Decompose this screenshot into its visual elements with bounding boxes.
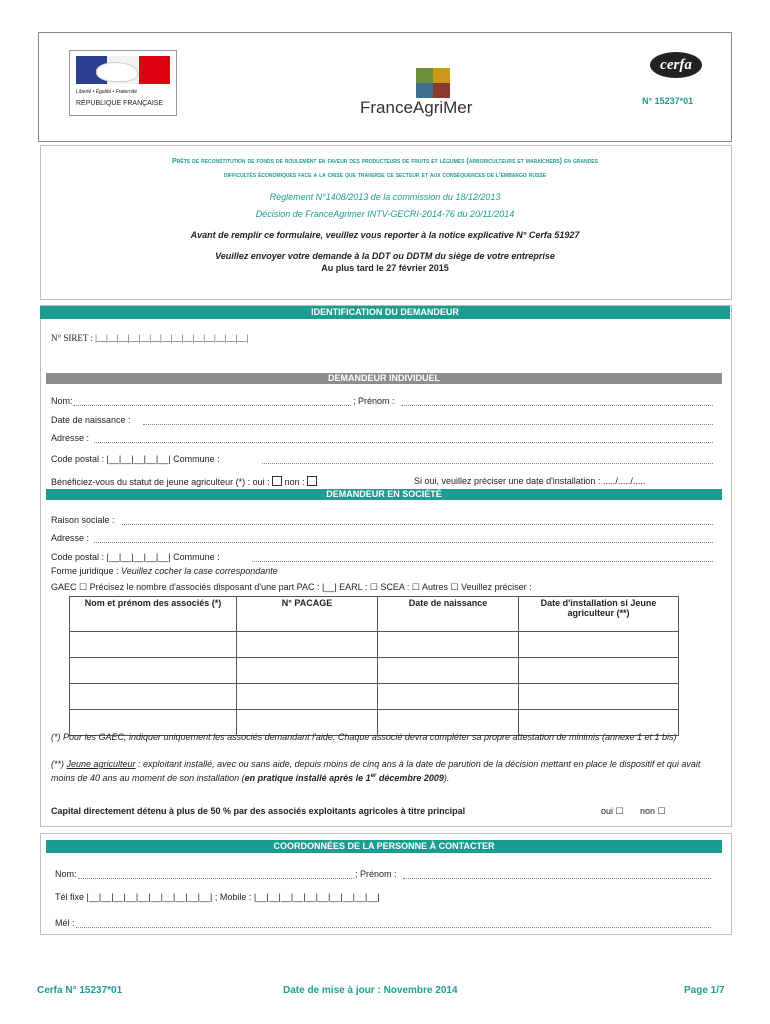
young-farmer-label: Bénéficiez-vous du statut de jeune agriculteur (*) : oui : <box>51 477 270 487</box>
company-address-input[interactable] <box>94 542 713 543</box>
individual-birth-label: Date de naissance : <box>51 415 131 425</box>
col-nom-prenom: Nom et prénom des associés (*) <box>70 597 237 632</box>
form-number: N° 15237*01 <box>642 96 694 106</box>
cerfa-logo: cerfa <box>650 52 702 78</box>
marianne-emblem <box>76 56 170 84</box>
table-cell[interactable] <box>70 684 237 710</box>
individual-prenom-label: ; Prénom : <box>353 396 395 406</box>
siret-field[interactable]: N° SIRET : |__|__|__|__|__|__|__|__|__|__|__|__|__|__| <box>51 333 249 343</box>
deadline: Au plus tard le 27 février 2015 <box>321 263 449 273</box>
contact-heading: COORDONNÉES DE LA PERSONNE À CONTACTER <box>46 840 722 853</box>
company-raison-label: Raison sociale : <box>51 515 115 525</box>
contact-prenom-label: ; Prénom : <box>355 869 397 879</box>
young-farmer-non-label: non : <box>284 477 305 487</box>
rf-name: RÉPUBLIQUE FRANÇAISE <box>76 100 164 107</box>
individual-heading: DEMANDEUR INDIVIDUEL <box>46 373 722 384</box>
contact-nom-label: Nom: <box>55 869 77 879</box>
footer-page-number: Page 1/7 <box>684 985 725 996</box>
individual-nom-input[interactable] <box>73 405 351 406</box>
individual-prenom-input[interactable] <box>401 405 713 406</box>
company-commune-input[interactable] <box>252 561 713 562</box>
note2-end: ). <box>443 773 450 783</box>
decision-ref: Décision de FranceAgrimer INTV-GECRI-2014-76 du 20/11/2014 <box>255 209 515 219</box>
capital-non[interactable]: non ☐ <box>640 806 666 816</box>
col-date-installation: Date d'installation si Jeune agriculteur (**) <box>519 597 679 632</box>
col-pacage: N° PACAGE <box>237 597 378 632</box>
table-cell[interactable] <box>237 632 378 658</box>
note2-text: : exploitant installé, avec ou sans aide, depuis moins de cinq ans à la date de parution de la décision mettant en place le dispositif et qui avait moins de 40 ans au moment de son installation ( <box>51 759 701 783</box>
table-cell[interactable] <box>237 658 378 684</box>
notice-instruction: Avant de remplir ce formulaire, veuillez vous reporter à la notice explicative N° Cerfa 51927 <box>190 230 580 240</box>
associates-table <box>69 596 679 736</box>
forme-juridique-options[interactable]: GAEC ☐ Précisez le nombre d'associés disposant d'une part PAC : |__| EARL : ☐ SCEA : ☐ Autres ☐ Veuillez préciser : <box>51 582 532 592</box>
note2-prefix: (**) <box>51 759 67 769</box>
table-cell[interactable] <box>70 632 237 658</box>
company-raison-input[interactable] <box>122 524 713 525</box>
contact-phone-fields[interactable]: Tél fixe |__|__|__|__|__|__|__|__|__|__| ; Mobile : |__|__|__|__|__|__|__|__|__|__| <box>55 892 380 902</box>
company-heading: DEMANDEUR EN SOCIÉTÉ <box>46 489 722 500</box>
identification-heading: IDENTIFICATION DU DEMANDEUR <box>40 306 730 319</box>
note-gaec: (*) Pour les GAEC, indiquer uniquement les associés demandant l'aide. Chaque associé devra compléter sa propre attestation de minimis (annexe 1 et 1 bis) <box>51 732 677 742</box>
individual-postal-label: Code postal : |__|__|__|__|__| Commune : <box>51 454 220 464</box>
footer-update-date: Date de mise à jour : Novembre 2014 <box>283 985 458 996</box>
young-farmer-oui-checkbox[interactable] <box>272 476 282 486</box>
table-cell[interactable] <box>519 684 679 710</box>
table-cell[interactable] <box>237 684 378 710</box>
forme-juridique <box>51 566 278 576</box>
footer-cerfa-number: Cerfa N° 15237*01 <box>37 985 123 996</box>
table-header-row <box>70 597 679 632</box>
rf-motto: Liberté • Égalité • Fraternité <box>76 89 138 95</box>
table-row <box>70 632 679 658</box>
young-farmer-question <box>51 476 317 487</box>
individual-address-input[interactable] <box>94 442 713 443</box>
franceagrimer-logo <box>360 68 490 118</box>
individual-birth-input[interactable] <box>143 424 713 425</box>
install-date-field[interactable]: Si oui, veuillez préciser une date d'installation : ...../...../..... <box>414 476 646 486</box>
individual-address-label: Adresse : <box>51 433 90 443</box>
individual-nom-label: Nom: <box>51 396 73 406</box>
regulation-ref: Règlement N°1408/2013 de la commission du 18/12/2013 <box>269 192 501 202</box>
contact-prenom-input[interactable] <box>403 878 711 879</box>
forme-juridique-hint: Veuillez cocher la case correspondante <box>121 566 278 576</box>
agency-name: FranceAgriMer <box>360 98 473 117</box>
table-cell[interactable] <box>378 632 519 658</box>
note2-bold: en pratique installé après le 1 <box>244 773 371 783</box>
col-date-naissance: Date de naissance <box>378 597 519 632</box>
table-cell[interactable] <box>519 632 679 658</box>
table-cell[interactable] <box>378 658 519 684</box>
table-cell[interactable] <box>519 658 679 684</box>
capital-oui[interactable]: oui ☐ <box>601 806 624 816</box>
note2-sup: er <box>370 773 377 779</box>
table-row <box>70 658 679 684</box>
capital-question: Capital directement détenu à plus de 50 % par des associés exploitants agricoles à titre principal <box>51 806 466 816</box>
young-farmer-non-checkbox[interactable] <box>307 476 317 486</box>
note-jeune-agriculteur <box>51 758 721 784</box>
contact-nom-input[interactable] <box>78 878 354 879</box>
title-frame <box>40 145 732 300</box>
form-title-line1: Prêts de reconstitution de fonds de roulement en faveur des producteurs de fruits et légumes (arboriculteurs et maraîchers) en grandes <box>172 156 598 165</box>
send-instruction: Veuillez envoyer votre demande à la DDT ou DDTM du siège de votre entreprise <box>215 251 555 261</box>
note2-term: Jeune agriculteur <box>66 759 136 769</box>
forme-juridique-label: Forme juridique : <box>51 566 119 576</box>
company-postal-label: Code postal : |__|__|__|__|__| Commune : <box>51 552 220 562</box>
note2-bold2: décembre 2009 <box>376 773 444 783</box>
table-cell[interactable] <box>378 684 519 710</box>
table-cell[interactable] <box>70 658 237 684</box>
contact-mel-label: Mél : <box>55 918 75 928</box>
franceagrimer-emblem <box>416 68 450 98</box>
individual-commune-input[interactable] <box>262 463 713 464</box>
contact-mel-input[interactable] <box>76 927 711 928</box>
table-row <box>70 684 679 710</box>
republique-francaise-logo <box>69 50 177 116</box>
form-title-line2: difficultés économiques face a la crise que traverse ce secteur et aux conséquences de l'embargo russe <box>223 170 547 179</box>
company-address-label: Adresse : <box>51 533 90 543</box>
